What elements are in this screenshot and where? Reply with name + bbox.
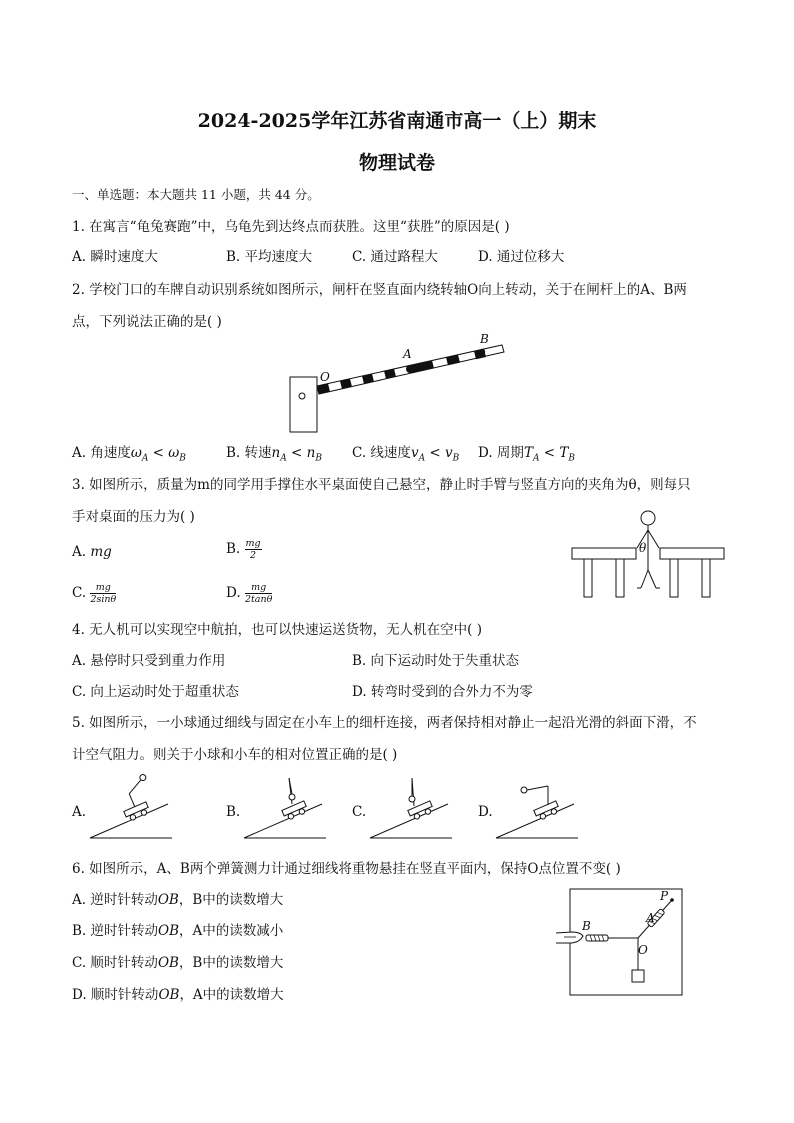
person-tables-figure bbox=[568, 508, 728, 600]
q6-option-c bbox=[72, 954, 283, 972]
q6-option-b-pre: B. 逆时针转动 bbox=[72, 923, 159, 939]
q3-option-c-den: 2sinθ bbox=[90, 594, 117, 605]
q3-option-c-letter: C. bbox=[72, 585, 87, 601]
label-a: A bbox=[646, 911, 655, 925]
q6-option-d-pre: D. 顺时针转动 bbox=[72, 987, 159, 1003]
q3-stem-line1: 3. 如图所示，质量为m的同学用手撑住水平桌面使自己悬空，静止时手臂与竖直方向的夹角为θ，则每只 bbox=[72, 477, 691, 493]
label-b: B bbox=[582, 919, 591, 933]
q3-option-d-fraction bbox=[245, 582, 272, 605]
q6-option-a bbox=[72, 891, 283, 909]
barrier-gate-figure bbox=[288, 332, 528, 436]
q3-option-a-letter: A. bbox=[72, 544, 87, 560]
q5-stem-line2: 计空气阻力。则关于小球和小车的相对位置正确的是( ) bbox=[72, 747, 398, 763]
q2-option-a-text: A. 角速度 bbox=[72, 445, 131, 461]
q5-figure-b bbox=[242, 776, 328, 840]
q5-option-c-letter: C. bbox=[352, 804, 367, 820]
q5-figure-d bbox=[494, 776, 580, 840]
label-o: O bbox=[638, 943, 648, 957]
q2-option-a-math: $\omega_A < \omega_B$ bbox=[130, 445, 186, 464]
q2-stem-line2: 点，下列说法正确的是( ) bbox=[72, 314, 222, 330]
q3-option-d bbox=[226, 582, 272, 605]
spring-scale-figure bbox=[552, 886, 702, 998]
q6-option-b-math: OB bbox=[158, 923, 180, 939]
q1-option-d: D. 通过位移大 bbox=[478, 249, 565, 265]
q3-option-b-num: mg bbox=[245, 538, 261, 549]
q4-stem: 4. 无人机可以实现空中航拍，也可以快速运送货物，无人机在空中( ) bbox=[72, 622, 482, 638]
q2-option-b-math: $n_A < n_B$ bbox=[271, 445, 322, 464]
q6-option-a-post: ，B中的读数增大 bbox=[178, 892, 284, 908]
q1-stem: 1. 在寓言“龟兔赛跑”中，乌龟先到达终点而获胜。这里“获胜”的原因是( ) bbox=[72, 219, 510, 235]
q3-option-c-fraction bbox=[90, 582, 116, 605]
q5-figure-c bbox=[368, 776, 454, 840]
q6-option-a-pre: A. 逆时针转动 bbox=[72, 892, 158, 908]
q2-option-b-text: B. 转速 bbox=[226, 445, 272, 461]
q1-option-c: C. 通过路程大 bbox=[352, 249, 438, 265]
q6-option-b-post: ，A中的读数减小 bbox=[179, 923, 284, 939]
q3-option-d-num: mg bbox=[245, 582, 272, 594]
q5-option-d-letter: D. bbox=[478, 804, 493, 820]
label-theta: θ bbox=[639, 541, 647, 555]
q2-stem-line1: 2. 学校门口的车牌自动识别系统如图所示，闸杆在竖直面内绕转轴O向上转动，关于在闸杆上的A、B两 bbox=[72, 282, 687, 298]
q3-option-c-num: mg bbox=[90, 582, 116, 594]
q2-option-d-text: D. 周期 bbox=[478, 445, 524, 461]
q6-option-c-math: OB bbox=[157, 955, 179, 971]
label-a: A bbox=[403, 347, 412, 361]
q2-option-b bbox=[226, 444, 322, 468]
q4-option-a: A. 悬停时只受到重力作用 bbox=[72, 653, 226, 669]
q3-option-d-letter: D. bbox=[226, 585, 241, 601]
q5-option-b-letter: B. bbox=[226, 804, 241, 820]
q4-option-d: D. 转弯时受到的合外力不为零 bbox=[352, 684, 533, 700]
q3-option-a-math: mg bbox=[90, 544, 112, 560]
q2-option-a bbox=[72, 444, 186, 468]
q6-option-b bbox=[72, 922, 283, 940]
label-p: P bbox=[660, 889, 669, 903]
q6-option-c-pre: C. 顺时针转动 bbox=[72, 955, 158, 971]
q5-stem-line1: 5. 如图所示，一小球通过细线与固定在小车上的细杆连接，两者保持相对静止一起沿光滑的斜面下滑，不 bbox=[72, 715, 697, 731]
q3-option-b-fraction bbox=[245, 538, 262, 561]
q3-option-d-den: 2tanθ bbox=[244, 594, 273, 605]
q2-option-c-text: C. 线速度 bbox=[352, 445, 411, 461]
q6-option-d-post: ，A中的读数增大 bbox=[179, 987, 284, 1003]
q6-option-d-math: OB bbox=[158, 987, 180, 1003]
q3-option-b-letter: B. bbox=[226, 541, 241, 557]
q5-option-a-letter: A. bbox=[72, 804, 87, 820]
exam-subtitle: 物理试卷 bbox=[358, 152, 435, 174]
q1-option-b: B. 平均速度大 bbox=[226, 249, 313, 265]
q6-stem: 6. 如图所示，A、B两个弹簧测力计通过细线将重物悬挂在竖直平面内，保持O点位置不变( ) bbox=[72, 861, 621, 877]
q2-option-c-math: $v_A < v_B$ bbox=[410, 445, 460, 464]
q5-figure-a bbox=[88, 776, 174, 840]
q3-option-b-den: 2 bbox=[250, 550, 257, 561]
q3-option-a bbox=[72, 543, 112, 561]
exam-title: 2024-2025学年江苏省南通市高一（上）期末 bbox=[197, 110, 597, 132]
q6-option-c-post: ，B中的读数增大 bbox=[178, 955, 284, 971]
label-b: B bbox=[480, 332, 489, 346]
q3-option-c bbox=[72, 582, 116, 605]
q2-option-c bbox=[352, 444, 459, 468]
q3-option-b bbox=[226, 538, 262, 561]
q4-option-c: C. 向上运动时处于超重状态 bbox=[72, 684, 239, 700]
q4-option-b: B. 向下运动时处于失重状态 bbox=[352, 653, 520, 669]
q2-option-d-math: $T_A < T_B$ bbox=[523, 445, 575, 464]
q6-option-a-math: OB bbox=[157, 892, 179, 908]
section-heading: 一、单选题：本大题共 11 小题，共 44 分。 bbox=[72, 187, 320, 202]
q3-stem-line2: 手对桌面的压力为( ) bbox=[72, 509, 195, 525]
q2-option-d bbox=[478, 444, 575, 468]
q6-option-d bbox=[72, 986, 284, 1004]
q1-option-a: A. 瞬时速度大 bbox=[72, 249, 158, 265]
label-o: O bbox=[320, 370, 330, 384]
